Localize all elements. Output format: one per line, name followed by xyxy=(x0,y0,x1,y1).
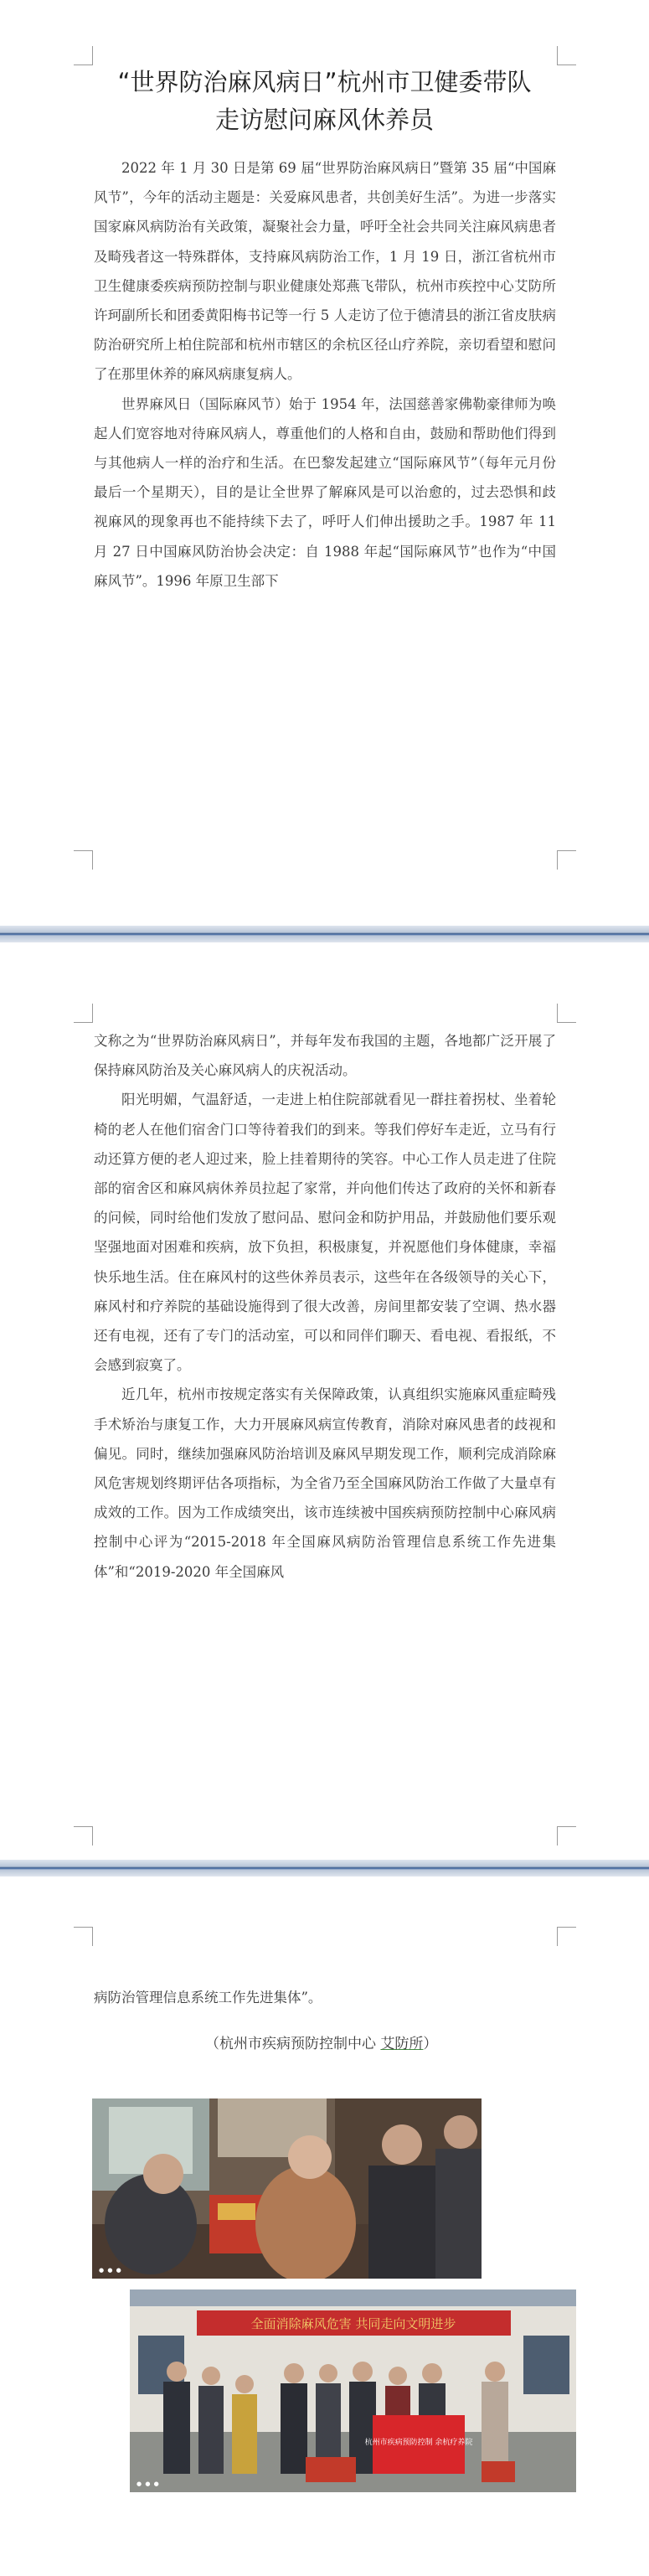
page-1-body xyxy=(94,153,556,596)
photo-group-illustration xyxy=(130,2289,576,2492)
credit-department: 艾防所 xyxy=(380,2036,424,2052)
article-title-line-1: “世界防治麻风病日”杭州市卫健委带队 xyxy=(117,68,532,96)
article-title-line-2: 走访慰问麻风休养员 xyxy=(214,106,434,134)
banner-text: 全面消除麻风危害 共同走向文明进步 xyxy=(250,2316,456,2331)
paragraph-history: 世界麻风日（国际麻风节）始于 1954 年，法国慈善家佛勒豪律师为唤起人们宽容地对待麻风病人，尊重他们的人格和自由，鼓励和帮助他们得到与其他病人一样的治疗和生活。在巴黎发起建立“国际麻风节”（每年元月份最后一个星期天），目的是让全世界了解麻风是可以治愈的，过去恐惧和歧视麻风的现象再也不能持续下去了，呼吁人们伸出援助之手。1987 年 11 月 27 日中国麻风防治协会决定：自 1988 年起“国际麻风节”也作为“中国麻风节”。1996 年原卫生部下 xyxy=(94,395,556,589)
crop-mark-bottom-left xyxy=(74,1826,93,1846)
document-page-2 xyxy=(0,942,649,1860)
photo-visit-illustration xyxy=(92,2098,482,2279)
photo-group-banner xyxy=(130,2289,576,2492)
crop-mark-bottom-right xyxy=(557,1826,576,1846)
paragraph-achievements-end: 病防治管理信息系统工作先进集体”。 xyxy=(94,1990,322,2006)
paragraph-visit: 阳光明媚，气温舒适，一走进上柏住院部就看见一群拄着拐杖、坐着轮椅的老人在他们宿舍门口等待着我们的到来。等我们停好车走近，立马有行动还算方便的老人迎过来，脸上挂着期待的笑容。中心工作人员走进了住院部的宿舍区和麻风病休养员拉起了家常，并向他们传达了政府的关怀和新春的问候，同时给他们发放了慰问品、慰问金和防护用品，并鼓励他们要乐观坚强地面对困难和疾病，放下负担，积极康复，并祝愿他们身体健康，幸福快乐地生活。住在麻风村的这些休养员表示，这些年在各级领导的关心下，麻风村和疗养院的基础设施得到了很大改善，房间里都安装了空调、热水器还有电视，还有了专门的活动室，可以和同伴们聊天、看电视、看报纸，不会感到寂寞了。 xyxy=(94,1092,556,1374)
page-separator xyxy=(0,926,649,942)
page-separator xyxy=(0,1860,649,1877)
banner-sign-text: 杭州市疾病预防控制 余杭疗养院 xyxy=(364,2439,473,2447)
crop-mark-bottom-right xyxy=(557,850,576,870)
article-credit xyxy=(205,2031,437,2052)
crop-mark-bottom-left xyxy=(74,850,93,870)
paragraph-intro: 2022 年 1 月 30 日是第 69 届“世界防治麻风病日”暨第 35 届“中国麻风节”，今年的活动主题是：关爱麻风患者，共创美好生活”。为进一步落实国家麻风病防治有关政策，凝聚社会力量，呼吁全社会共同关注麻风病患者及畸残者这一特殊群体，支持麻风病防治工作，1 月 19 日，浙江省杭州市卫生健康委疾病预防控制与职业健康处郑燕飞带队，杭州市疾控中心艾防所许珂副所长和团委黄阳梅书记等一行 5 人走访了位于德清县的浙江省皮肤病防治研究所上柏住院部和杭州市辖区的余杭区径山疗养院，亲切看望和慰问了在那里休养的麻风病康复病人。 xyxy=(94,160,556,383)
photo-visit-dormitory xyxy=(92,2098,482,2279)
crop-mark-bottom-right xyxy=(557,1927,576,1946)
carousel-indicator: ● ● ● xyxy=(99,2267,122,2274)
credit-prefix: （杭州市疾病预防控制中心 xyxy=(205,2036,381,2052)
page-2-body xyxy=(94,1026,556,1587)
paragraph-history-continued: 文称之为“世界防治麻风病日”，并每年发布我国的主题，各地都广泛开展了保持麻风防治及关心麻风病人的庆祝活动。 xyxy=(94,1033,556,1079)
crop-mark-top-right xyxy=(557,1004,576,1023)
crop-mark-bottom-left xyxy=(74,1927,93,1946)
carousel-indicator: ● ● ● xyxy=(136,2480,160,2487)
document-page-1 xyxy=(0,0,649,926)
paragraph-achievements: 近几年，杭州市按规定落实有关保障政策，认真组织实施麻风重症畸残手术矫治与康复工作，大力开展麻风病宣传教育，消除对麻风患者的歧视和偏见。同时，继续加强麻风防治培训及麻风早期发现工作，顺利完成消除麻风危害规划终期评估各项指标，为全省乃至全国麻风防治工作做了大量卓有成效的工作。因为工作成绩突出，该市连续被中国疾病预防控制中心麻风病控制中心评为“2015-2018 年全国麻风病防治管理信息系统工作先进集体”和“2019-2020 年全国麻风 xyxy=(94,1386,556,1580)
page-3-body xyxy=(94,1983,556,2012)
crop-mark-top-left xyxy=(74,1004,93,1023)
credit-suffix: ） xyxy=(423,2036,438,2052)
